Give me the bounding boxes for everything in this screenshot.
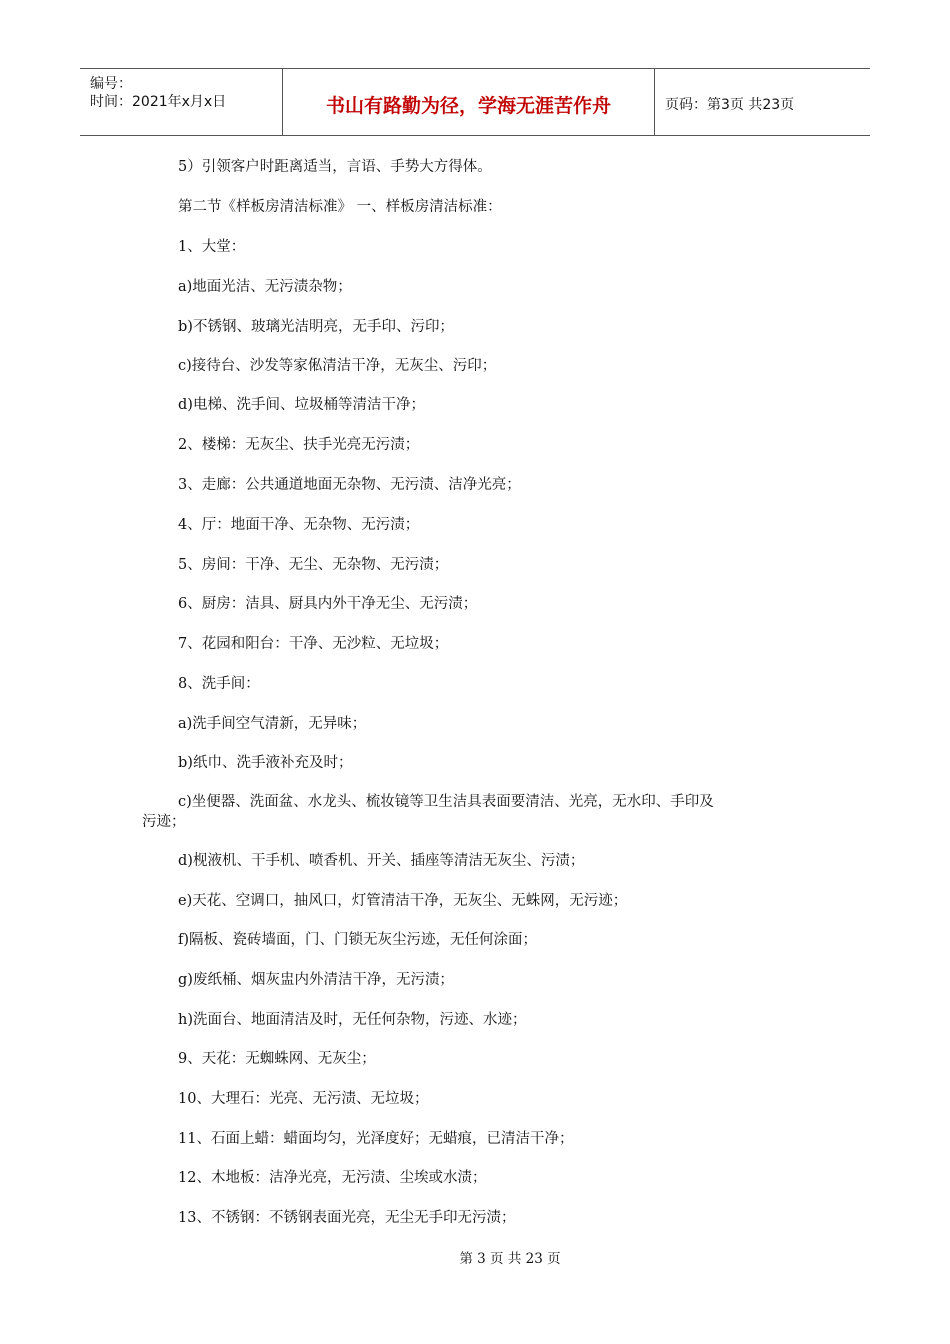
text-line: b)不锈钢、玻璃光洁明亮，无手印、污印；: [178, 319, 454, 335]
text-line: g)废纸桶、烟灰盅内外清洁干净，无污渍；: [178, 972, 454, 988]
header-right-cell: [655, 69, 870, 135]
wrapped-line-second: 污迹；: [142, 814, 186, 830]
text-line: 9、天花：无蜘蛛网、无灰尘；: [178, 1051, 376, 1067]
text-line: d)枧液机、干手机、喷香机、开关、插座等清洁无灰尘、污渍；: [178, 853, 585, 869]
doc-time-label: 时间：2021年x月x日: [90, 94, 227, 110]
header-motto: 书山有路勤为径，学海无涯苦作舟: [325, 95, 611, 117]
page-footer: 第 3 页 共 23 页: [459, 1251, 561, 1267]
text-line: h)洗面台、地面清洁及时，无任何杂物，污迹、水迹；: [178, 1012, 527, 1028]
header-middle-cell: [282, 69, 655, 135]
text-line: 11、石面上蜡：蜡面均匀，光泽度好；无蜡痕，已清洁干净；: [178, 1131, 574, 1147]
text-line: 2、楼梯：无灰尘、扶手光亮无污渍；: [178, 437, 420, 453]
text-line: 4、厅：地面干净、无杂物、无污渍；: [178, 517, 420, 533]
text-line: 10、大理石：光亮、无污渍、无垃圾；: [178, 1091, 429, 1107]
text-line: a)地面光洁、无污渍杂物；: [178, 279, 352, 295]
text-line: 5）引领客户时距离适当，言语、手势大方得体。: [178, 159, 492, 175]
text-line: d)电梯、洗手间、垃圾桶等清洁干净；: [178, 397, 425, 413]
text-line: 6、厨房：洁具、厨具内外干净无尘、无污渍；: [178, 596, 478, 612]
text-line: a)洗手间空气清新，无异味；: [178, 716, 367, 732]
text-line: 1、大堂：: [178, 239, 246, 255]
header-left-cell: [80, 69, 282, 135]
text-line: 8、洗手间：: [178, 676, 260, 692]
text-line: b)纸巾、洗手液补充及时；: [178, 755, 353, 771]
text-line: 7、花园和阳台：干净、无沙粒、无垃圾；: [178, 636, 449, 652]
text-line: e)天花、空调口，抽风口，灯管清洁干净，无灰尘、无蛛网，无污迹；: [178, 893, 628, 909]
page-header: [80, 68, 870, 136]
text-line: 13、不锈钢：不锈钢表面光亮，无尘无手印无污渍；: [178, 1210, 516, 1226]
text-line: 12、木地板：洁净光亮，无污渍、尘埃或水渍；: [178, 1170, 487, 1186]
text-line: 3、走廊：公共通道地面无杂物、无污渍、洁净光亮；: [178, 477, 521, 493]
text-line: 5、房间：干净、无尘、无杂物、无污渍；: [178, 557, 449, 573]
text-line: c)接待台、沙发等家俬清洁干净，无灰尘、污印；: [178, 358, 497, 374]
text-line: f)隔板、瓷砖墙面，门、门锁无灰尘污迹，无任何涂面；: [178, 932, 538, 948]
doc-number-label: 编号：: [90, 76, 132, 92]
section-heading: 第二节《样板房清洁标准》 一、样板房清洁标准：: [178, 199, 502, 215]
header-page-info: 页码：第3页 共23页: [665, 97, 795, 113]
wrapped-line-first: c)坐便器、洗面盆、水龙头、梳妆镜等卫生洁具表面要清洁、光亮，无水印、手印及: [178, 794, 714, 810]
